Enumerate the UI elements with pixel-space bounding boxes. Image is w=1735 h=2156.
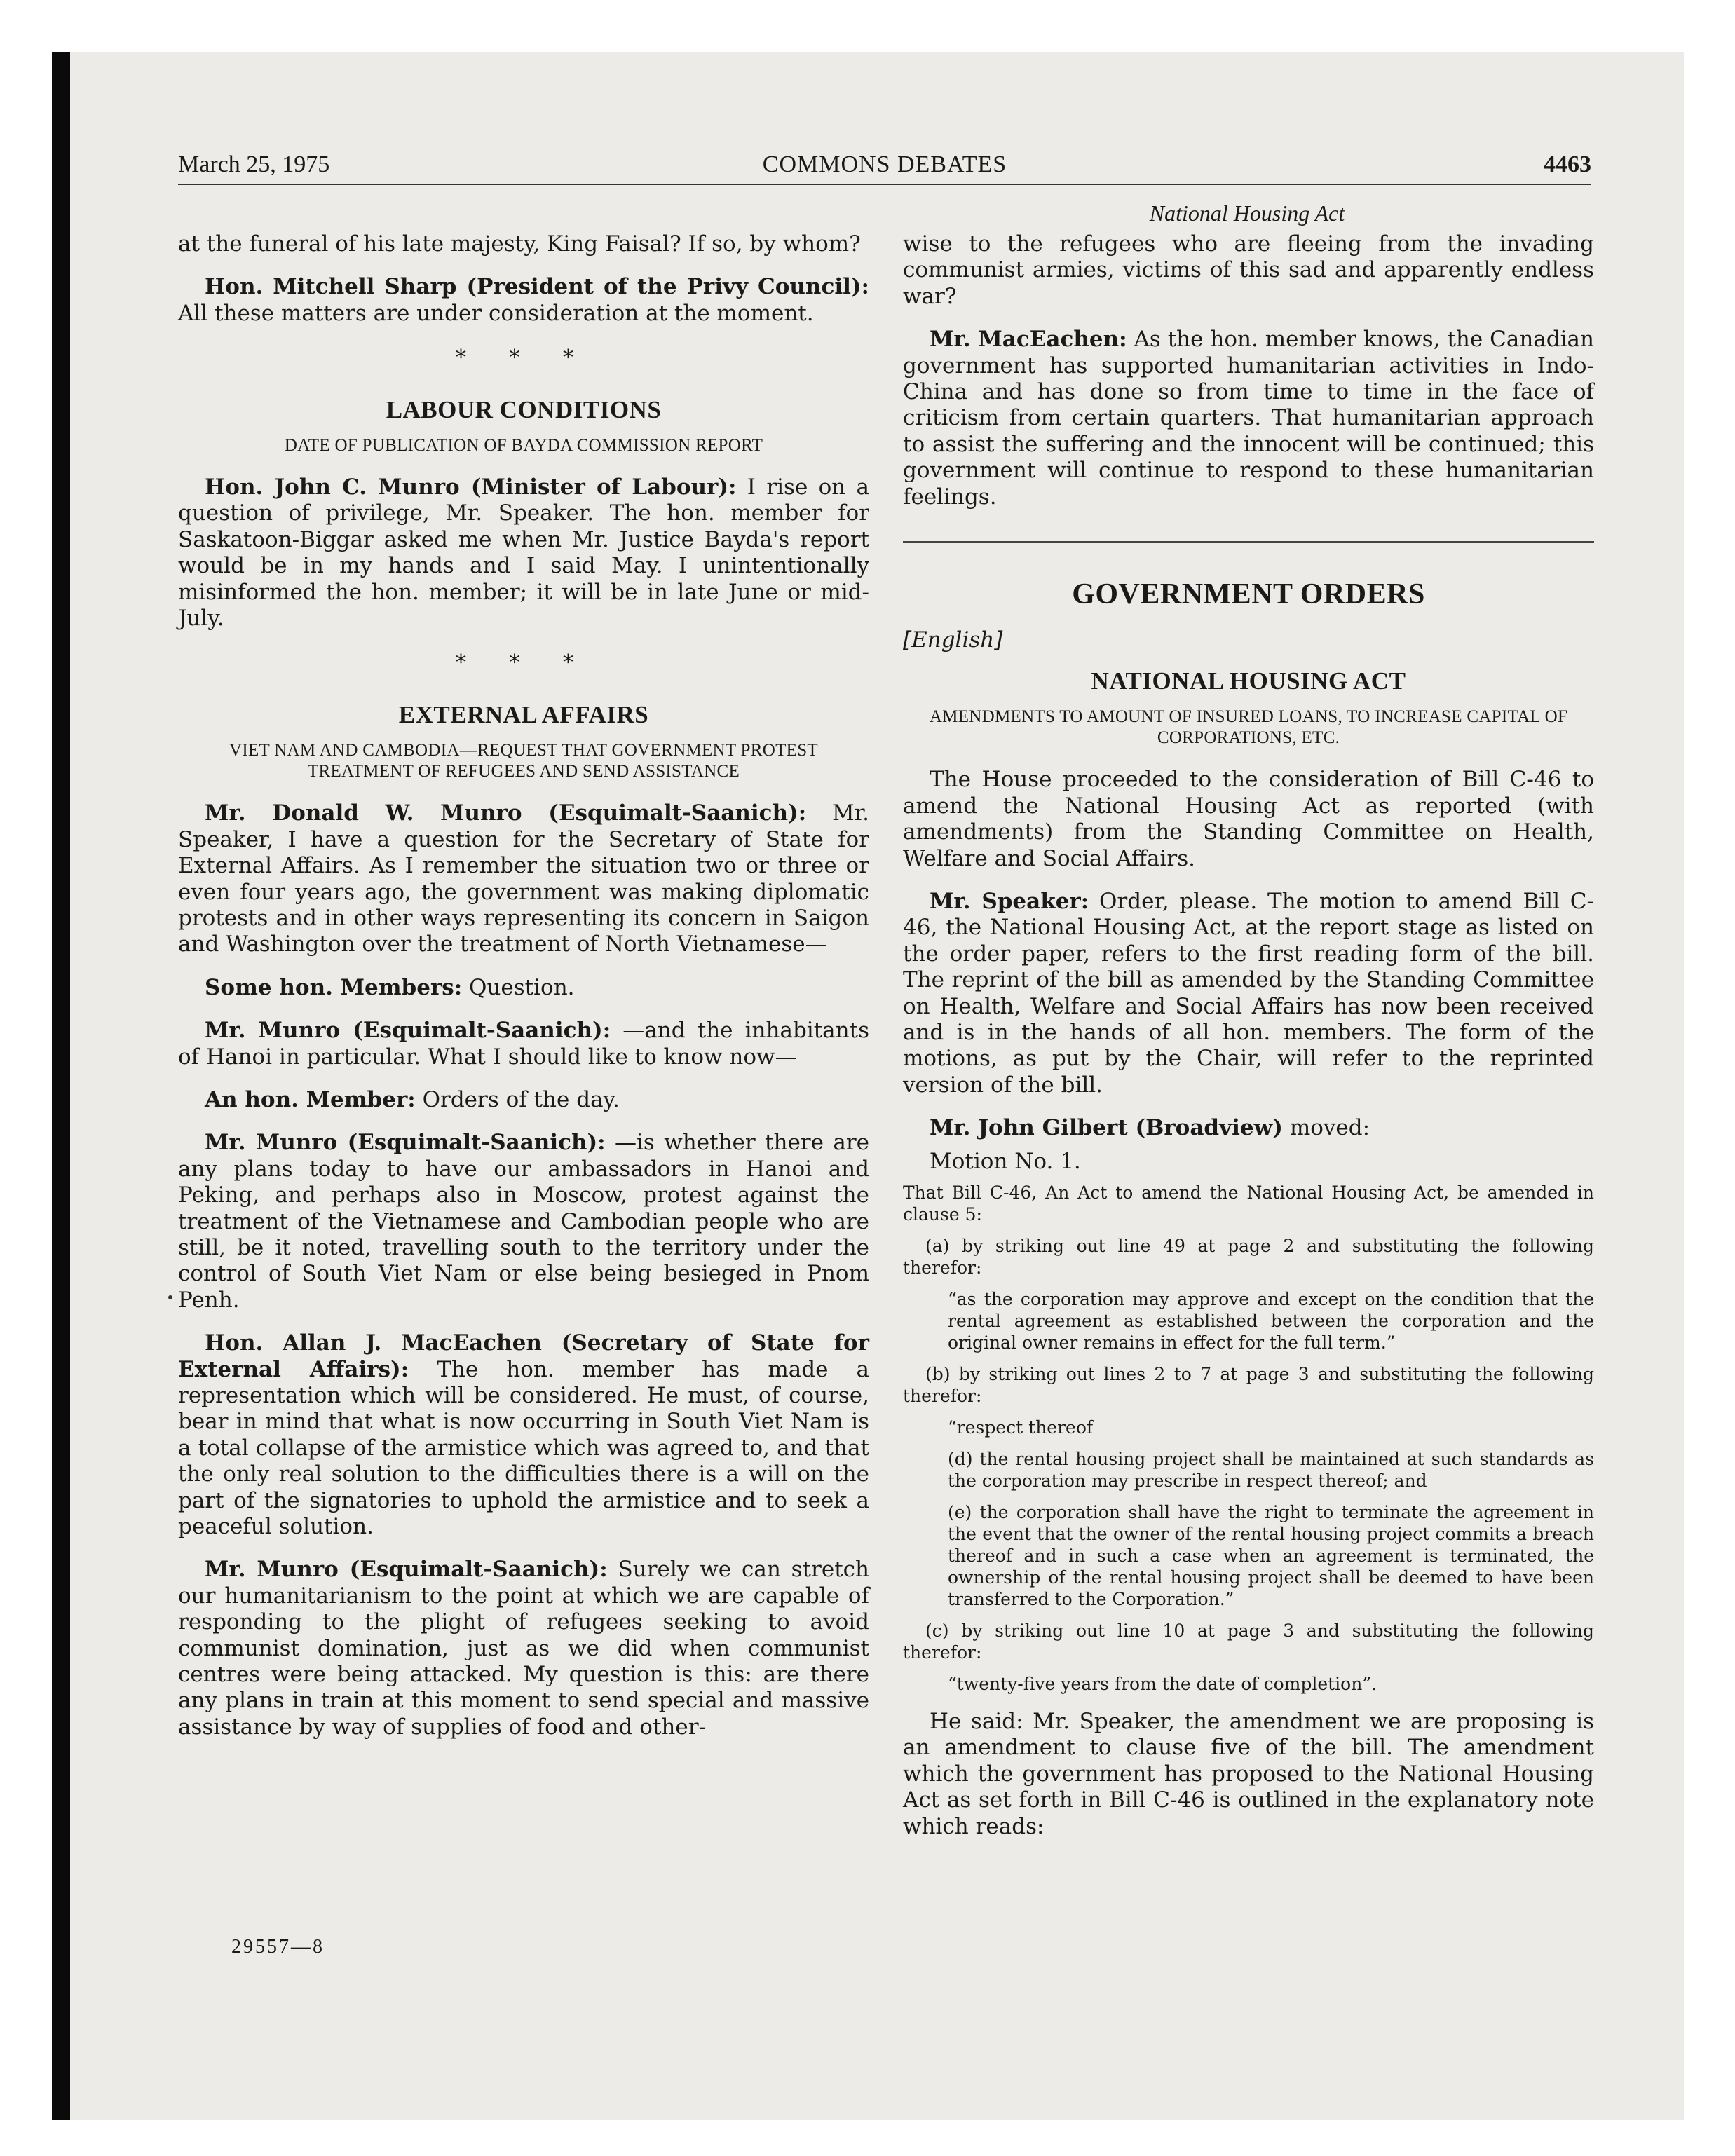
speaker-name: An hon. Member: xyxy=(205,1086,416,1112)
motion-number: Motion No. 1. xyxy=(930,1148,1081,1174)
speaker-name: Mr. Munro (Esquimalt-Saanich): xyxy=(205,1130,606,1156)
section-heading-government-orders: GOVERNMENT ORDERS xyxy=(1072,578,1425,611)
paragraph xyxy=(178,475,869,632)
speech-text: —is whether there are any plans today to have our ambassadors in Hanoi and Peking, and perhaps also in Moscow, protest against the treatment of the Vietnamese and Cambodian people who are still, be it noted, travelling south to the territory under the control of South Viet Nam or else being besieged in Pnom Penh. xyxy=(178,1130,869,1313)
motion-quote: “as the corporation may approve and except on the condition that the rental agreement as established between the corporation and the original owner remains in effect for the full term.” xyxy=(948,1288,1594,1353)
motion-quote: (d) the rental housing project shall be maintained at such standards as the corporation may prescribe in respect thereof; and xyxy=(948,1448,1594,1491)
motion-text: That Bill C-46, An Act to amend the National Housing Act, be amended in clause 5: xyxy=(903,1182,1594,1224)
speaker-name: Mr. Munro (Esquimalt-Saanich): xyxy=(205,1557,608,1583)
page-header xyxy=(178,144,1591,185)
header-date: March 25, 1975 xyxy=(178,151,330,177)
section-heading-labour: LABOUR CONDITIONS xyxy=(386,395,662,423)
paragraph: at the funeral of his late majesty, King Faisal? If so, by whom? xyxy=(178,231,861,257)
paragraph: wise to the refugees who are fleeing from the invading communist armies, victims of this sad and apparently endless war? xyxy=(903,231,1594,309)
paragraph xyxy=(178,800,869,957)
paragraph xyxy=(178,1557,869,1740)
header-page-number: 4463 xyxy=(1544,151,1591,177)
speech-text: All these matters are under consideration at the moment. xyxy=(178,300,814,326)
motion-quote: “twenty-five years from the date of completion”. xyxy=(948,1673,1377,1694)
paragraph xyxy=(178,274,869,327)
speech-text: As the hon. member knows, the Canadian government has supported humanitarian activities in Indo-China and has done so from time to time in the face of criticism from certain quarters. That humanitarian approach to assist the suffering and the innocent will be continued; this government will continue to respond to these humanitarian feelings. xyxy=(903,327,1594,510)
paragraph: He said: Mr. Speaker, the amendment we are proposing is an amendment to clause five of the bill. The amendment which the government has proposed to the National Housing Act as set forth in Bill C-46 is outlined in the explanatory note which reads: xyxy=(903,1708,1594,1839)
footer-code: 29557—8 xyxy=(231,1936,325,1958)
speaker-name: Mr. Donald W. Munro (Esquimalt-Saanich): xyxy=(205,800,807,826)
speaker-name: Mr. Munro (Esquimalt-Saanich): xyxy=(205,1018,611,1044)
header-title: COMMONS DEBATES xyxy=(762,151,1007,177)
running-head: National Housing Act xyxy=(1149,200,1345,226)
subheading-amendments: AMENDMENTS TO AMOUNT OF INSURED LOANS, TO INCREASE CAPITAL OF CORPORATIONS, ETC. xyxy=(929,707,1568,748)
motion-clause: (c) by striking out line 10 at page 3 and substituting the following therefor: xyxy=(903,1620,1594,1663)
right-column xyxy=(903,231,1594,1857)
section-divider-stars: * * * xyxy=(455,650,592,676)
subheading-vietnam: VIET NAM AND CAMBODIA—REQUEST THAT GOVERNMENT PROTEST TREATMENT OF REFUGEES AND SEND ASSISTANCE xyxy=(229,741,819,782)
speech-text: —and the inhabitants of Hanoi in particular. What I should like to know now— xyxy=(178,1018,869,1070)
section-heading-external: EXTERNAL AFFAIRS xyxy=(398,700,649,728)
motion-quote: (e) the corporation shall have the right to terminate the agreement in the event that the owner of the rental housing project commits a breach thereof and in such a case when an agreement is terminated, the ownership of the rental housing project shall be deemed to have been transferred to the Corporation.” xyxy=(948,1501,1594,1609)
speech-text: Mr. Speaker, I have a question for the Secretary of State for External Affairs. As I remember the situation two or three or even four years ago, the government was making diplomatic protests and in other ways representing its concern in Saigon and Washington over the treatment of North Vietnamese— xyxy=(178,800,869,957)
speech-text: The hon. member has made a representation which will be considered. He must, of course, bear in mind that what is now occurring in South Viet Nam is a total collapse of the armistice which was agreed to, and that the only real solution to the difficulties there is a will on the part of the signatories to uphold the armistice and to seek a peaceful solution. xyxy=(178,1356,869,1540)
paragraph xyxy=(903,1115,1594,1141)
paragraph xyxy=(903,889,1594,1098)
paragraph xyxy=(178,1330,869,1540)
motion-clause: (b) by striking out lines 2 to 7 at page 3 and substituting the following therefor: xyxy=(903,1363,1594,1406)
section-divider-stars: * * * xyxy=(455,346,592,371)
speech-text: Order, please. The motion to amend Bill C-46, the National Housing Act, at the report stage as listed on the order paper, refers to the first reading form of the bill. The reprint of the bill as amended by the Standing Committee on Health, Welfare and Social Affairs has now been received and is in the hands of all hon. members. The form of the motions, as put by the Chair, will refer to the reprinted version of the bill. xyxy=(903,888,1594,1098)
speech-text: moved: xyxy=(1282,1115,1370,1141)
margin-mark xyxy=(168,1295,172,1299)
paragraph xyxy=(178,1018,869,1070)
paragraph xyxy=(178,1087,869,1113)
motion-quote: “respect thereof xyxy=(948,1417,1094,1438)
speaker-name: Hon. Allan J. MacEachen (Secretary of State for External Affairs): xyxy=(178,1330,869,1382)
subheading-bayda: DATE OF PUBLICATION OF BAYDA COMMISSION REPORT xyxy=(284,436,763,456)
speech-text: Orders of the day. xyxy=(415,1086,620,1112)
speaker-name: Mr. Speaker: xyxy=(930,888,1089,914)
scan-edge-shadow xyxy=(52,52,70,2120)
speaker-name: Hon. Mitchell Sharp (President of the Privy Council): xyxy=(205,274,869,300)
section-rule xyxy=(903,541,1594,543)
paragraph xyxy=(178,975,869,1001)
speech-text: Question. xyxy=(462,974,575,1000)
speaker-name: Mr. MacEachen: xyxy=(930,327,1127,353)
paragraph xyxy=(178,1130,869,1314)
speech-text: Surely we can stretch our humanitarianism to the point at which we are capable of responding to the plight of refugees seeking to avoid communist domination, just as we did when communist centres were being attacked. My question is this: are there any plans in train at this moment to send special and massive assistance by way of supplies of food and other- xyxy=(178,1557,869,1740)
motion-clause: (a) by striking out line 49 at page 2 and substituting the following therefor: xyxy=(903,1235,1594,1278)
section-heading-nha: NATIONAL HOUSING ACT xyxy=(1091,667,1406,695)
speaker-name: Hon. John C. Munro (Minister of Labour): xyxy=(205,475,737,500)
speaker-name: Some hon. Members: xyxy=(205,974,463,1000)
language-marker: [English] xyxy=(903,627,1003,653)
paragraph xyxy=(903,327,1594,510)
speech-text: I rise on a question of privilege, Mr. Speaker. The hon. member for Saskatoon-Biggar asked me when Mr. Justice Bayda's report would be in my hands and I said May. I unintentionally misinformed the hon. member; it will be in late June or mid-July. xyxy=(178,475,869,632)
left-column xyxy=(178,231,869,1757)
paragraph: The House proceeded to the consideration of Bill C-46 to amend the National Housing Act as reported (with amendments) from the Standing Committee on Health, Welfare and Social Affairs. xyxy=(903,767,1594,871)
speaker-name: Mr. John Gilbert (Broadview) xyxy=(930,1115,1283,1141)
